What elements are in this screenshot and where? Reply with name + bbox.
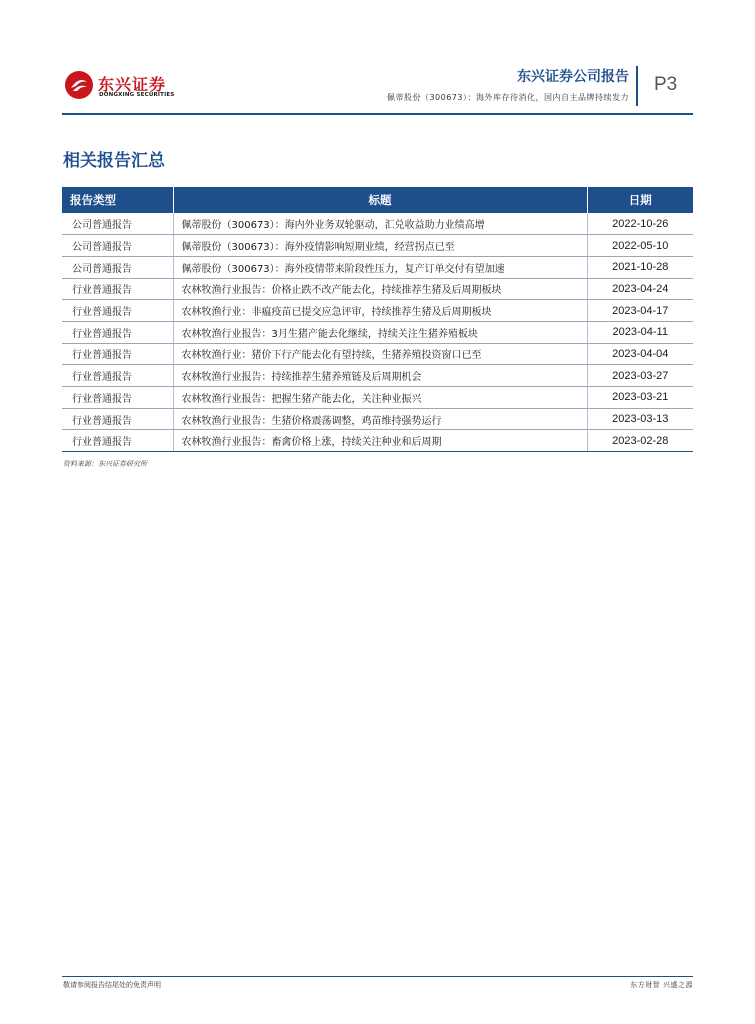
- report-date-cell: 2023-04-04: [587, 343, 693, 365]
- table-row: [62, 256, 693, 278]
- report-date-cell: 2023-04-17: [587, 300, 693, 322]
- table-row: [62, 343, 693, 365]
- table-row: [62, 300, 693, 322]
- report-type-cell: 行业普通报告: [62, 365, 173, 387]
- company-logo: [64, 70, 184, 104]
- report-type-cell: 行业普通报告: [62, 387, 173, 409]
- report-date-cell: 2023-02-28: [587, 430, 693, 452]
- report-title-cell: 农林牧渔行业：非瘟疫苗已提交应急评审，持续推荐生猪及后周期板块: [173, 300, 587, 322]
- report-title-cell: 佩蒂股份（300673）：海外疫情影响短期业绩，经营拐点已至: [173, 235, 587, 257]
- report-type-title: 东兴证券公司报告: [517, 69, 629, 85]
- report-type-cell: 公司普通报告: [62, 213, 173, 235]
- report-type-cell: 行业普通报告: [62, 300, 173, 322]
- report-title-cell: 农林牧渔行业报告：持续推荐生猪养殖链及后周期机会: [173, 365, 587, 387]
- footer-slogan: 东方财智 兴盛之源: [630, 981, 693, 989]
- logo-name-cn: 东兴证券: [98, 75, 167, 94]
- page-header: [0, 0, 755, 120]
- table-row: [62, 321, 693, 343]
- table-header-row: [62, 187, 693, 213]
- source-note: 资料来源：东兴证券研究所: [63, 460, 147, 468]
- table-row: [62, 235, 693, 257]
- report-title-cell: 佩蒂股份（300673）：海外疫情带来阶段性压力，复产订单交付有望加速: [173, 256, 587, 278]
- report-date-cell: 2023-03-21: [587, 387, 693, 409]
- report-date-cell: 2023-03-27: [587, 365, 693, 387]
- report-type-cell: 行业普通报告: [62, 343, 173, 365]
- report-type-cell: 行业普通报告: [62, 278, 173, 300]
- logo-name-en: DONGXING SECURITIES: [99, 92, 175, 98]
- table-row: [62, 213, 693, 235]
- report-date-cell: 2023-04-11: [587, 321, 693, 343]
- report-date-cell: 2022-05-10: [587, 235, 693, 257]
- report-type-cell: 行业普通报告: [62, 321, 173, 343]
- column-header-type: 报告类型: [62, 187, 173, 213]
- table-row: [62, 408, 693, 430]
- report-title-cell: 农林牧渔行业：猪价下行产能去化有望持续，生猪养殖投资窗口已至: [173, 343, 587, 365]
- related-reports-table: [62, 187, 693, 452]
- dongxing-logo-icon: [64, 70, 94, 100]
- report-type-cell: 行业普通报告: [62, 430, 173, 452]
- report-date-cell: 2023-03-13: [587, 408, 693, 430]
- column-header-title: 标题: [173, 187, 587, 213]
- report-title-cell: 农林牧渔行业报告：价格止跌不改产能去化，持续推荐生猪及后周期板块: [173, 278, 587, 300]
- section-title: 相关报告汇总: [63, 151, 165, 171]
- report-date-cell: 2021-10-28: [587, 256, 693, 278]
- report-title-cell: 农林牧渔行业报告：生猪价格震荡调整，鸡苗维持强势运行: [173, 408, 587, 430]
- report-type-cell: 公司普通报告: [62, 235, 173, 257]
- page-number: P3: [654, 74, 678, 95]
- report-title-cell: 佩蒂股份（300673）：海内外业务双轮驱动，汇兑收益助力业绩高增: [173, 213, 587, 235]
- report-type-cell: 行业普通报告: [62, 408, 173, 430]
- header-divider: [636, 66, 638, 106]
- footer-rule: [62, 976, 693, 977]
- table-row: [62, 430, 693, 452]
- table-row: [62, 387, 693, 409]
- table-row: [62, 365, 693, 387]
- report-title-cell: 农林牧渔行业报告：3月生猪产能去化继续，持续关注生猪养殖板块: [173, 321, 587, 343]
- footer-disclaimer: 敬请参阅报告结尾处的免责声明: [63, 981, 161, 989]
- column-header-date: 日期: [587, 187, 693, 213]
- table-row: [62, 278, 693, 300]
- report-subtitle: 佩蒂股份（300673）：海外库存待消化，国内自主品牌持续发力: [386, 93, 629, 102]
- header-rule: [62, 113, 693, 115]
- report-title-cell: 农林牧渔行业报告：畜禽价格上涨，持续关注种业和后周期: [173, 430, 587, 452]
- report-date-cell: 2022-10-26: [587, 213, 693, 235]
- report-date-cell: 2023-04-24: [587, 278, 693, 300]
- report-type-cell: 公司普通报告: [62, 256, 173, 278]
- report-title-cell: 农林牧渔行业报告：把握生猪产能去化，关注种业振兴: [173, 387, 587, 409]
